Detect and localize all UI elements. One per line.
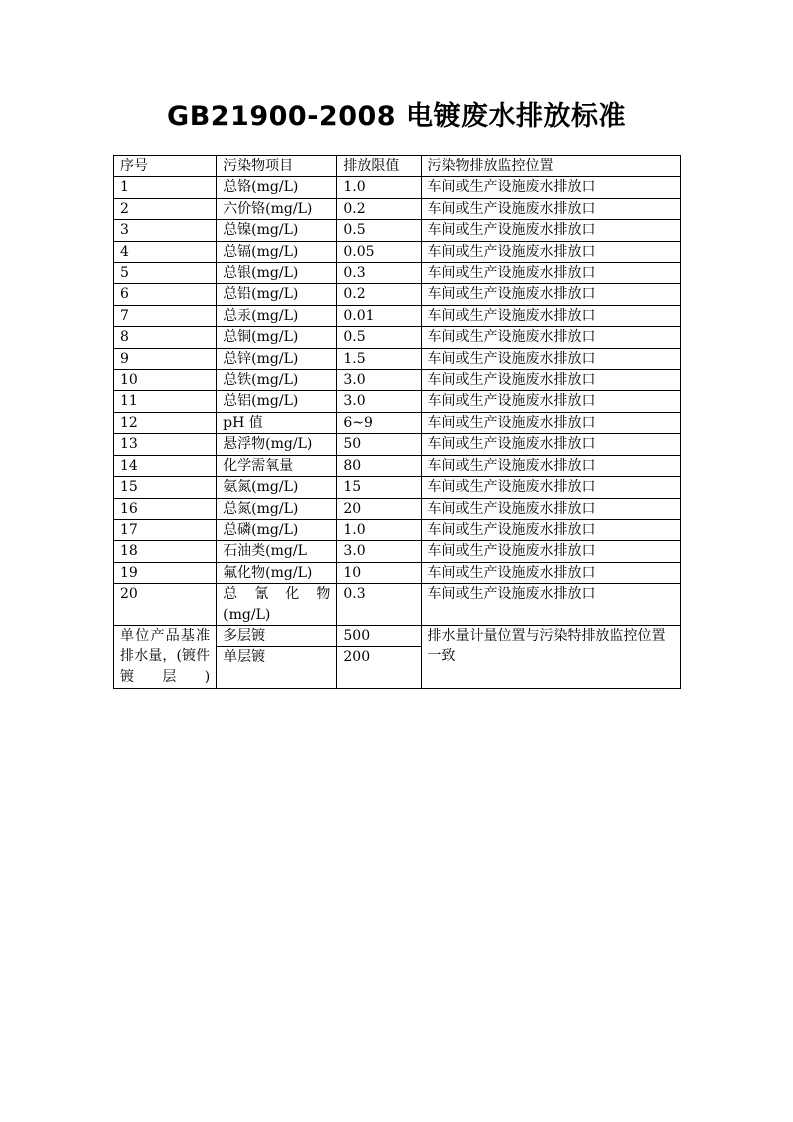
row-no: 12 xyxy=(114,412,217,433)
row-location: 车间或生产设施废水排放口 xyxy=(421,263,680,284)
row-no: 3 xyxy=(114,220,217,241)
table-row xyxy=(114,477,681,498)
row-limit: 1.0 xyxy=(337,519,421,540)
row-item: 氟化物(mg/L) xyxy=(217,562,337,583)
row-item: 总铬(mg/L) xyxy=(217,177,337,198)
table-row xyxy=(114,177,681,198)
header-no: 序号 xyxy=(114,156,217,177)
table-row xyxy=(114,305,681,326)
header-location: 污染物排放监控位置 xyxy=(421,156,680,177)
row-limit: 3.0 xyxy=(337,541,421,562)
row-item: 总镍(mg/L) xyxy=(217,220,337,241)
row-limit: 0.3 xyxy=(337,263,421,284)
row-item: 总汞(mg/L) xyxy=(217,305,337,326)
table-row xyxy=(114,541,681,562)
row-no: 6 xyxy=(114,284,217,305)
row-location: 车间或生产设施废水排放口 xyxy=(421,391,680,412)
row-no: 9 xyxy=(114,348,217,369)
row-item: 总银(mg/L) xyxy=(217,263,337,284)
row-item: 总磷(mg/L) xyxy=(217,519,337,540)
row-item: 总氮(mg/L) xyxy=(217,498,337,519)
footer-item-multilayer: 多层镀 xyxy=(217,625,337,646)
row-item: 化学需氧量 xyxy=(217,455,337,476)
table-row xyxy=(114,284,681,305)
table-row xyxy=(114,455,681,476)
row-item: 氨氮(mg/L) xyxy=(217,477,337,498)
row-limit: 0.2 xyxy=(337,284,421,305)
row-limit: 0.05 xyxy=(337,241,421,262)
row-no: 1 xyxy=(114,177,217,198)
row-limit: 10 xyxy=(337,562,421,583)
row-location: 车间或生产设施废水排放口 xyxy=(421,477,680,498)
table-row xyxy=(114,370,681,391)
row-location: 车间或生产设施废水排放口 xyxy=(421,562,680,583)
row-location: 车间或生产设施废水排放口 xyxy=(421,220,680,241)
row-location: 车间或生产设施废水排放口 xyxy=(421,541,680,562)
table-row xyxy=(114,263,681,284)
row-limit: 0.5 xyxy=(337,220,421,241)
table-row xyxy=(114,434,681,455)
row-no: 8 xyxy=(114,327,217,348)
header-limit: 排放限值 xyxy=(337,156,421,177)
table-row xyxy=(114,198,681,219)
row-item: pH 值 xyxy=(217,412,337,433)
footer-limit-singlelayer: 200 xyxy=(337,647,421,689)
row-no: 16 xyxy=(114,498,217,519)
row-location: 车间或生产设施废水排放口 xyxy=(421,284,680,305)
row-item: 总铁(mg/L) xyxy=(217,370,337,391)
row-no: 5 xyxy=(114,263,217,284)
row-item-line2: (mg/L) xyxy=(223,606,271,623)
row-location: 车间或生产设施废水排放口 xyxy=(421,241,680,262)
emission-standard-table xyxy=(113,155,681,689)
footer-item-singlelayer: 单层镀 xyxy=(217,647,337,689)
table-row xyxy=(114,391,681,412)
table-header-row xyxy=(114,156,681,177)
row-location: 车间或生产设施废水排放口 xyxy=(421,177,680,198)
table-row xyxy=(114,220,681,241)
footer-location: 排水量计量位置与污染特排放监控位置一致 xyxy=(421,625,680,688)
header-item: 污染物项目 xyxy=(217,156,337,177)
footer-row-multilayer xyxy=(114,625,681,646)
row-location: 车间或生产设施废水排放口 xyxy=(421,348,680,369)
row-location: 车间或生产设施废水排放口 xyxy=(421,305,680,326)
row-no: 11 xyxy=(114,391,217,412)
row-item: 六价铬(mg/L) xyxy=(217,198,337,219)
row-location: 车间或生产设施废水排放口 xyxy=(421,370,680,391)
row-location: 车间或生产设施废水排放口 xyxy=(421,455,680,476)
footer-limit-multilayer: 500 xyxy=(337,625,421,646)
footer-label: 单位产品基准排水量，(镀件镀层) xyxy=(114,625,217,688)
row-no: 18 xyxy=(114,541,217,562)
row-location: 车间或生产设施废水排放口 xyxy=(421,584,680,626)
row-location: 车间或生产设施废水排放口 xyxy=(421,519,680,540)
row-limit: 20 xyxy=(337,498,421,519)
row-limit: 0.01 xyxy=(337,305,421,326)
row-item: 总铝(mg/L) xyxy=(217,391,337,412)
row-limit: 3.0 xyxy=(337,370,421,391)
page-title: GB21900-2008 电镀废水排放标准 xyxy=(167,101,626,132)
row-no: 15 xyxy=(114,477,217,498)
row-item: 总锌(mg/L) xyxy=(217,348,337,369)
table-row xyxy=(114,348,681,369)
table-row xyxy=(114,412,681,433)
row-limit: 1.5 xyxy=(337,348,421,369)
row-limit: 6~9 xyxy=(337,412,421,433)
row-no: 17 xyxy=(114,519,217,540)
row-limit: 15 xyxy=(337,477,421,498)
row-location: 车间或生产设施废水排放口 xyxy=(421,412,680,433)
row-no: 20 xyxy=(114,584,217,626)
row-item: 总铅(mg/L) xyxy=(217,284,337,305)
row-item: 总铜(mg/L) xyxy=(217,327,337,348)
table-body xyxy=(114,156,681,689)
row-limit: 80 xyxy=(337,455,421,476)
row-item: 石油类(mg/L xyxy=(217,541,337,562)
table-row xyxy=(114,327,681,348)
table-row xyxy=(114,519,681,540)
row-location: 车间或生产设施废水排放口 xyxy=(421,434,680,455)
row-no: 4 xyxy=(114,241,217,262)
row-item xyxy=(217,584,337,626)
table-row-cyanide xyxy=(114,584,681,626)
row-no: 10 xyxy=(114,370,217,391)
row-no: 2 xyxy=(114,198,217,219)
table-row xyxy=(114,498,681,519)
row-no: 19 xyxy=(114,562,217,583)
table-row xyxy=(114,562,681,583)
table-row xyxy=(114,241,681,262)
row-no: 7 xyxy=(114,305,217,326)
row-no: 14 xyxy=(114,455,217,476)
row-limit: 0.3 xyxy=(337,584,421,626)
row-limit: 0.5 xyxy=(337,327,421,348)
row-limit: 0.2 xyxy=(337,198,421,219)
row-no: 13 xyxy=(114,434,217,455)
row-limit: 1.0 xyxy=(337,177,421,198)
row-limit: 3.0 xyxy=(337,391,421,412)
row-item: 总镉(mg/L) xyxy=(217,241,337,262)
row-limit: 50 xyxy=(337,434,421,455)
row-location: 车间或生产设施废水排放口 xyxy=(421,198,680,219)
row-item-line1: 总 氰 化 物 xyxy=(223,586,331,603)
row-location: 车间或生产设施废水排放口 xyxy=(421,498,680,519)
row-item: 悬浮物(mg/L) xyxy=(217,434,337,455)
row-location: 车间或生产设施废水排放口 xyxy=(421,327,680,348)
